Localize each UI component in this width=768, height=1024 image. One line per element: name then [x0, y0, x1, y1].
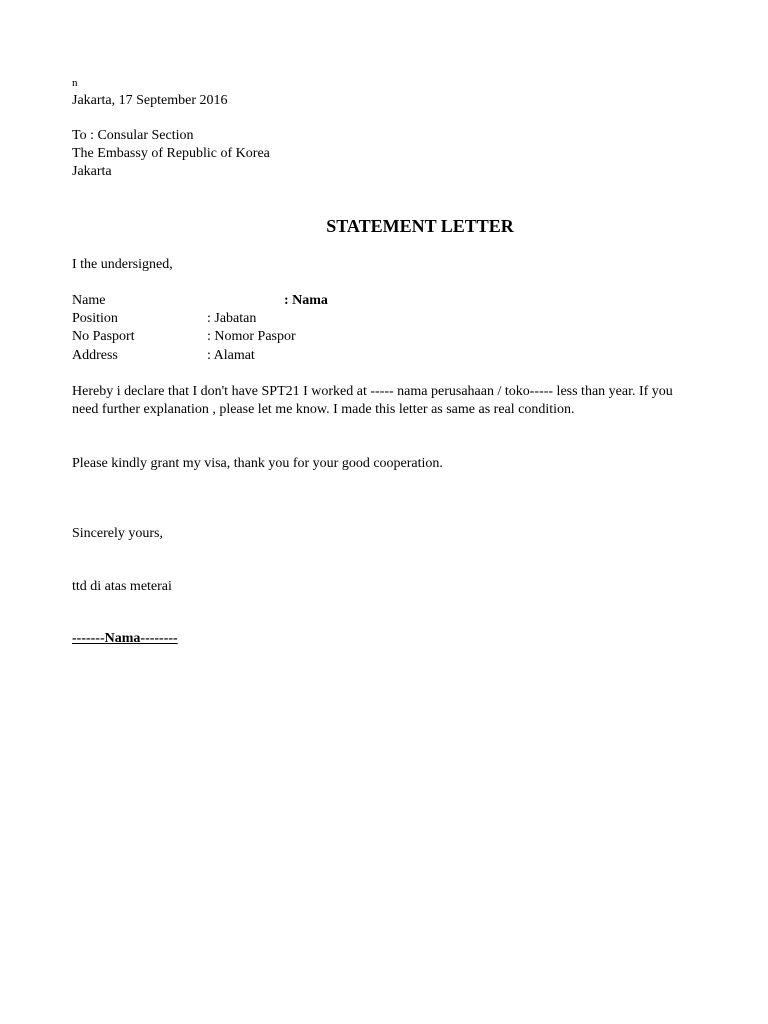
signature-note: ttd di atas meterai	[72, 579, 172, 594]
signature-name: -------Nama--------	[72, 631, 178, 646]
field-passport-label: No Pasport	[72, 329, 135, 344]
field-position-label: Position	[72, 311, 118, 326]
closing-line: Sincerely yours,	[72, 526, 163, 541]
place-date: Jakarta, 17 September 2016	[72, 93, 228, 108]
visa-request: Please kindly grant my visa, thank you for your good cooperation.	[72, 456, 443, 471]
recipient-line-1: To : Consular Section	[72, 128, 194, 143]
field-name-label: Name	[72, 293, 106, 308]
recipient-line-2: The Embassy of Republic of Korea	[72, 146, 270, 161]
field-passport-value: : Nomor Paspor	[207, 329, 296, 344]
field-name-value: : Nama	[284, 293, 328, 308]
field-position-value: : Jabatan	[207, 311, 257, 326]
recipient-line-3: Jakarta	[72, 164, 112, 179]
field-address-value: : Alamat	[207, 348, 255, 363]
declaration-paragraph: Hereby i declare that I don't have SPT21 I worked at ----- nama perusahaan / toko----- less than year. If you need further explanation , please let me know. I made this letter as same as real condition.	[72, 384, 673, 417]
field-address-label: Address	[72, 348, 118, 363]
corner-mark: n	[72, 77, 78, 89]
letter-title: STATEMENT LETTER	[326, 216, 514, 236]
opening-line: I the undersigned,	[72, 257, 173, 272]
